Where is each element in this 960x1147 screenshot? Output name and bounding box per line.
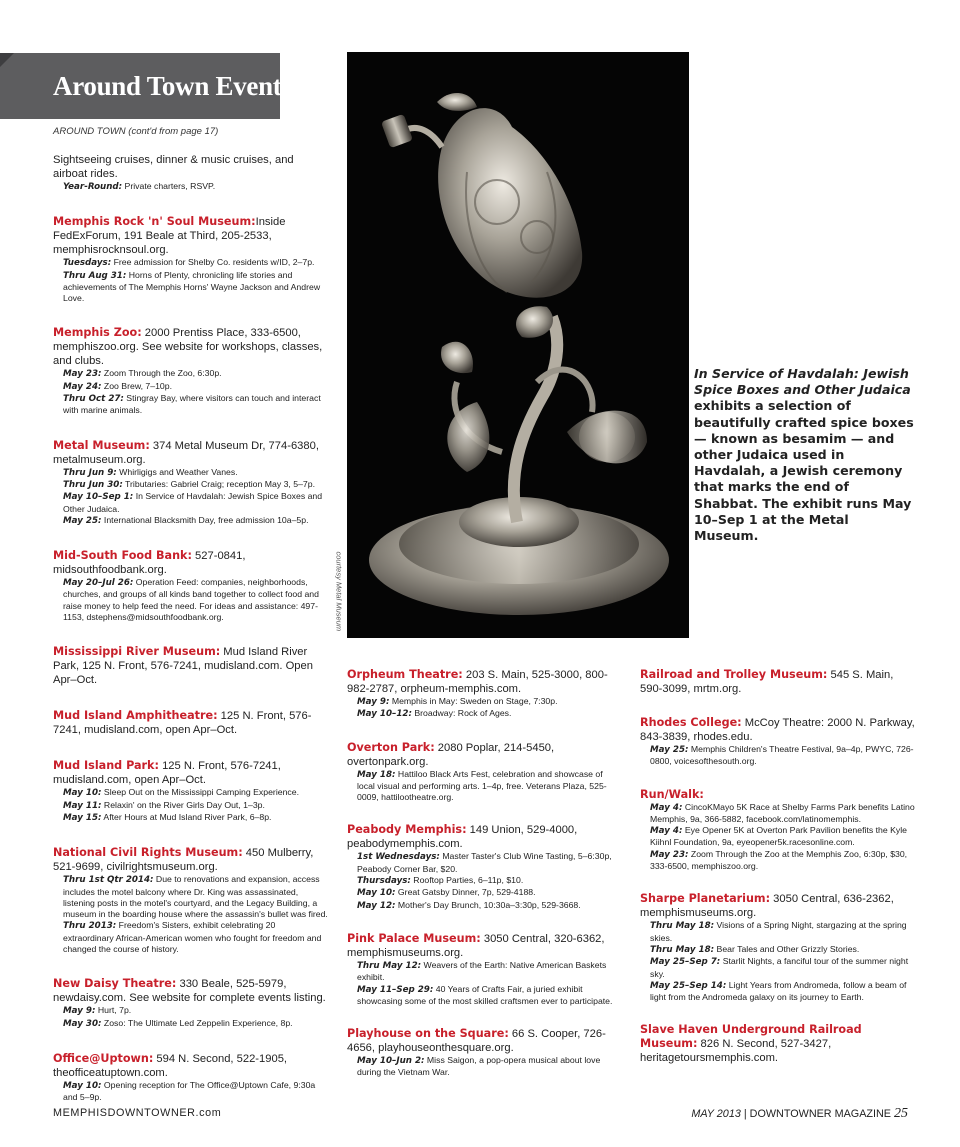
event-item — [347, 960, 617, 984]
event-description: Memphis Children's Theatre Festival, 9a–4p, PWYC, 726-0800, voicesofthesouth.org. — [650, 744, 914, 767]
event-date-label: May 11–Sep 29: — [357, 984, 434, 995]
item-text: Private charters, RSVP. — [122, 181, 216, 191]
footer-divider: | — [743, 1108, 747, 1120]
event-listing — [53, 549, 328, 623]
intro-item — [53, 181, 328, 193]
venue-name: Peabody Memphis: — [347, 823, 467, 837]
event-date-label: May 4: — [650, 826, 683, 837]
event-date-label: May 12: — [357, 900, 396, 911]
venue-info: Inside FedExForum, 191 Beale at Third, 205-2533, memphisrocknsoul.org. — [53, 216, 286, 257]
column-3-listings — [640, 668, 915, 1065]
event-date-label: May 25–Sep 14: — [650, 980, 727, 991]
event-description: Freedom's Sisters, exhibit celebrating 20 extraordinary African-American women who fought for freedom and changed the course of history. — [63, 920, 322, 955]
event-date-label: May 20–Jul 26: — [63, 578, 134, 589]
caption-body: exhibits a selection of beautifully crafted spice boxes — known as besamim — and other Judaica used in Havdalah, a Jewish ceremony that marks the end of Shabbat. The exhibit runs May 10–Sep 1 at the Metal Museum. — [694, 398, 914, 544]
footer-issue — [691, 1106, 908, 1122]
event-listing — [640, 788, 915, 873]
event-description: Master Taster's Club Wine Tasting, 5–6:30p, Peabody Corner Bar, $20. — [357, 851, 612, 874]
venue-name: Metal Museum: — [53, 438, 150, 452]
listing-header — [347, 741, 617, 769]
event-item — [53, 1018, 328, 1030]
event-description: Eye Opener 5K at Overton Park Pavilion benefits the Kyle Kiihnl Foundation, 9a, eyeopener5k.racesonline.com. — [650, 825, 908, 848]
event-date-label: May 4: — [650, 802, 683, 813]
event-listing — [53, 439, 328, 527]
event-description: Visions of a Spring Night, stargazing at the spring skies. — [650, 920, 907, 943]
event-description: Memphis in May: Sweden on Stage, 7:30p. — [389, 696, 558, 706]
event-description: Opening reception for The Office@Uptown Cafe, 9:30a and 5–9p. — [63, 1079, 316, 1103]
venue-name: Office@Uptown: — [53, 1051, 154, 1065]
event-item — [347, 851, 617, 875]
event-item — [347, 1055, 617, 1079]
event-listing — [347, 932, 617, 1007]
continued-note: AROUND TOWN (cont'd from page 17) — [53, 126, 219, 137]
spice-box-illustration — [347, 52, 689, 638]
venue-info: 2000 Prentiss Place, 333-6500, memphiszoo.org. See website for workshops, classes, and clubs. — [53, 327, 323, 368]
venue-name: Orpheum Theatre: — [347, 668, 463, 681]
venue-info: 3050 Central, 320-6362, memphismuseums.org. — [347, 932, 605, 959]
event-date-label: May 25: — [63, 515, 102, 526]
event-date-label: May 10–Sep 1: — [63, 492, 134, 503]
event-item — [53, 467, 328, 479]
event-date-label: Thru Oct 27: — [63, 394, 124, 405]
venue-name: New Daisy Theatre: — [53, 977, 177, 991]
event-description: Zoom Through the Zoo at the Memphis Zoo, 6:30p, $30, 333-6500, memphiszoo.org. — [650, 848, 908, 872]
event-description: Rooftop Parties, 6–11p, $10. — [410, 875, 524, 886]
venue-name: Memphis Zoo: — [53, 326, 142, 340]
event-listing — [640, 892, 915, 1003]
event-description: Sleep Out on the Mississippi Camping Experience. — [101, 787, 299, 798]
venue-name: Mud Island Amphitheatre: — [53, 709, 218, 723]
event-listing — [347, 741, 617, 804]
spice-box-photo — [347, 52, 689, 638]
event-item — [53, 515, 328, 527]
event-date-label: May 25: — [650, 745, 689, 755]
event-description: Mother's Day Brunch, 10:30a–3:30p, 529-3668. — [395, 899, 581, 910]
event-description: Zoom Through the Zoo, 6:30p. — [101, 368, 222, 379]
venue-info: 149 Union, 529-4000, peabodymemphis.com. — [347, 824, 578, 851]
column-1-listings — [53, 215, 328, 1103]
venue-info: 2080 Poplar, 214-5450, overtonpark.org. — [347, 741, 555, 768]
event-date-label: May 23: — [63, 369, 102, 380]
banner-corner-decoration — [0, 53, 14, 67]
event-description: Starlit Nights, a fanciful tour of the summer night sky. — [650, 956, 909, 979]
event-date-label: Thru 2013: — [63, 921, 117, 932]
venue-info: 330 Beale, 525-5979, newdaisy.com. See website for complete events listing. — [53, 978, 326, 1005]
event-date-label: May 18: — [357, 769, 396, 780]
venue-info: 66 S. Cooper, 726-4656, playhouseonthesquare.org. — [347, 1028, 606, 1055]
event-date-label: May 30: — [63, 1018, 102, 1029]
event-listing — [53, 709, 328, 737]
event-listing — [347, 668, 617, 721]
event-description: After Hours at Mud Island River Park, 6–8p. — [101, 811, 272, 822]
venue-name: Sharpe Planetarium: — [640, 892, 771, 906]
event-item — [640, 825, 915, 849]
event-date-label: May 9: — [357, 697, 390, 707]
event-description: Zoo Brew, 7–10p. — [101, 380, 173, 391]
photo-caption — [694, 366, 916, 544]
event-date-label: May 24: — [63, 381, 102, 392]
event-date-label: 1st Wednesdays: — [357, 852, 440, 863]
venue-name: Playhouse on the Square: — [347, 1027, 509, 1041]
event-item — [347, 984, 617, 1008]
listing-header — [347, 668, 617, 696]
event-item — [53, 491, 328, 515]
event-description: 40 Years of Crafts Fair, a juried exhibit showcasing some of the most skilled craftsmen ever to participate. — [357, 983, 613, 1006]
event-date-label: May 25–Sep 7: — [650, 957, 721, 968]
venue-info: 125 N. Front, 576-7241, mudisland.com, open Apr–Oct. — [53, 710, 312, 737]
event-item — [53, 1005, 328, 1017]
event-date-label: May 9: — [63, 1006, 96, 1017]
event-item — [53, 393, 328, 417]
event-listing — [640, 1023, 915, 1065]
events-column-3 — [640, 668, 915, 1085]
venue-name: Railroad and Trolley Museum: — [640, 668, 828, 681]
listing-header — [53, 846, 328, 874]
listing-header — [53, 549, 328, 577]
event-listing — [53, 846, 328, 955]
event-item — [347, 708, 617, 720]
event-item — [347, 875, 617, 887]
event-listing — [53, 759, 328, 824]
event-listing — [347, 823, 617, 911]
event-description: Broadway: Rock of Ages. — [411, 708, 512, 719]
event-listing — [53, 215, 328, 304]
event-description: Free admission for Shelby Co. residents w/ID, 2–7p. — [111, 257, 315, 268]
event-date-label: Thru Jun 30: — [63, 479, 123, 490]
event-item — [53, 874, 328, 920]
venue-info: 594 N. Second, 522-1905, theofficeatuptown.com. — [53, 1052, 288, 1079]
event-item — [53, 257, 328, 269]
event-item — [640, 980, 915, 1004]
event-item — [53, 920, 328, 955]
event-description: Tributaries: Gabriel Craig; reception May 3, 5–7p. — [122, 478, 315, 489]
listing-header — [53, 709, 328, 737]
listing-header — [53, 326, 328, 368]
venue-info: 203 S. Main, 525-3000, 800-982-2787, orpheum-memphis.com. — [347, 669, 608, 695]
venue-info: 527-0841, midsouthfoodbank.org. — [53, 550, 246, 577]
venue-name: Run/Walk: — [640, 787, 704, 801]
event-description: Hurt, 7p. — [95, 1005, 132, 1016]
venue-name: Overton Park: — [347, 740, 435, 754]
footer-issue-date: MAY 2013 — [691, 1108, 741, 1120]
footer-magazine-name: DOWNTOWNER MAGAZINE — [749, 1108, 891, 1120]
event-item — [640, 956, 915, 980]
event-description: Zoso: The Ultimate Led Zeppelin Experience, 8p. — [101, 1017, 293, 1028]
event-item — [347, 900, 617, 912]
listing-header — [53, 439, 328, 467]
footer-website: MEMPHISDOWNTOWNER.com — [53, 1107, 222, 1119]
caption-exhibit-title: In Service of Havdalah: Jewish Spice Boxes and Other Judaica — [694, 366, 911, 398]
event-date-label: Thru Aug 31: — [63, 270, 127, 281]
listing-header — [640, 1023, 915, 1065]
event-item — [53, 270, 328, 305]
event-item — [640, 849, 915, 873]
event-description: Great Gatsby Dinner, 7p, 529-4188. — [395, 887, 536, 898]
listing-header — [347, 1027, 617, 1055]
event-description: Horns of Plenty, chronicling life stories and achievements of The Memphis Horns' Wayne Jackson and Andrew Love. — [63, 269, 321, 304]
venue-name: Rhodes College: — [640, 716, 742, 729]
event-item — [53, 479, 328, 491]
event-item — [53, 577, 328, 623]
event-date-label: May 10–Jun 2: — [357, 1056, 425, 1067]
event-listing — [53, 645, 328, 687]
event-description: CincoKMayo 5K Race at Shelby Farms Park benefits Latino Memphis, 9a, 366-5882, facebook.com/latinomemphis. — [650, 801, 915, 824]
event-listing — [53, 977, 328, 1030]
event-item — [347, 887, 617, 899]
event-item — [53, 812, 328, 824]
venue-name: National Civil Rights Museum: — [53, 846, 243, 860]
event-description: Bear Tales and Other Grizzly Stories. — [714, 943, 860, 954]
event-listing — [640, 716, 915, 768]
venue-name: Memphis Rock 'n' Soul Museum: — [53, 215, 256, 229]
venue-name: Pink Palace Museum: — [347, 931, 481, 945]
listing-header — [640, 788, 915, 802]
photo-credit-text: courtesy Metal Museum — [334, 551, 344, 632]
listing-header — [640, 668, 915, 696]
listing-header — [347, 932, 617, 960]
event-description: Stingray Bay, where visitors can touch and interact with marine animals. — [63, 393, 321, 416]
event-date-label: May 10–12: — [357, 709, 412, 720]
venue-info: Mud Island River Park, 125 N. Front, 576-7241, mudisland.com. Open Apr–Oct. — [53, 646, 313, 687]
venue-name: Mid-South Food Bank: — [53, 549, 192, 563]
photo-credit — [330, 551, 348, 642]
events-column-2 — [347, 668, 617, 1099]
venue-info: 3050 Central, 636-2362, memphismuseums.org. — [640, 893, 894, 920]
venue-name: Mud Island Park: — [53, 759, 159, 773]
event-date-label: May 10: — [357, 888, 396, 899]
venue-info: McCoy Theatre: 2000 N. Parkway, 843-3839, rhodes.edu. — [640, 717, 915, 743]
event-description: In Service of Havdalah: Jewish Spice Boxes and Other Judaica. — [63, 491, 323, 514]
event-item — [640, 944, 915, 956]
event-description: Miss Saigon, a pop-opera musical about love during the Vietnam War. — [357, 1055, 601, 1078]
event-item — [347, 769, 617, 804]
event-item — [53, 381, 328, 393]
event-description: International Blacksmith Day, free admission 10a–5p. — [101, 514, 309, 525]
event-description: Relaxin' on the River Girls Day Out, 1–3p. — [101, 799, 265, 810]
event-date-label: Thru May 18: — [650, 921, 715, 932]
event-description: Operation Feed: companies, neighborhoods, churches, and groups of all kinds band together to collect food and raise money to help feed the need. For ideas and assistance: 497-1153, dstephens@midsouthfoodbank.org. — [63, 577, 319, 623]
event-date-label: Tuesdays: — [63, 258, 112, 269]
event-item — [640, 802, 915, 826]
event-date-label: Thru May 12: — [357, 960, 422, 971]
event-date-label: Thru Jun 9: — [63, 467, 117, 478]
event-date-label: May 15: — [63, 812, 102, 823]
listing-header — [53, 759, 328, 787]
venue-info: 125 N. Front, 576-7241, mudisland.com, open Apr–Oct. — [53, 760, 281, 787]
event-item — [53, 800, 328, 812]
intro-text: Sightseeing cruises, dinner & music cruises, and airboat rides. — [53, 154, 294, 180]
events-column-1 — [53, 126, 328, 1126]
event-item — [53, 368, 328, 380]
venue-name: Mississippi River Museum: — [53, 645, 221, 659]
event-listing — [53, 326, 328, 416]
event-item — [53, 1080, 328, 1104]
event-item — [53, 787, 328, 799]
listing-header — [347, 823, 617, 851]
section-title: Around Town Events — [53, 71, 292, 101]
event-description: Hattiloo Black Arts Fest, celebration and showcase of local visual and performing arts. 1–4p, free. Veterans Plaza, 525-0009, hattilootheatre.org. — [357, 768, 607, 803]
listing-header — [53, 645, 328, 687]
event-date-label: May 10: — [63, 788, 102, 799]
venue-info: 450 Mulberry, 521-9699, civilrightsmuseum.org. — [53, 847, 314, 874]
event-description: Light Years from Andromeda, follow a beam of light from the Andromeda galaxy on its journey to Earth. — [650, 979, 907, 1003]
event-item — [640, 920, 915, 944]
listing-header — [640, 716, 915, 744]
event-listing — [53, 1052, 328, 1104]
event-listing — [347, 1027, 617, 1079]
event-date-label: May 10: — [63, 1080, 102, 1091]
event-date-label: May 23: — [650, 849, 689, 860]
venue-info: 826 N. Second, 527-3427, heritagetoursmemphis.com. — [640, 1038, 832, 1065]
venue-name: Slave Haven Underground Railroad Museum: — [640, 1023, 862, 1051]
event-listing — [640, 668, 915, 696]
column-2-listings — [347, 668, 617, 1079]
intro-entry — [53, 153, 328, 193]
section-banner — [0, 53, 292, 119]
event-date-label: May 11: — [63, 800, 102, 811]
event-date-label: Thru 1st Qtr 2014: — [63, 875, 154, 886]
listing-header — [53, 977, 328, 1005]
event-date-label: Thursdays: — [357, 876, 411, 887]
listing-header — [53, 215, 328, 257]
event-description: Weavers of the Earth: Native American Baskets exhibit. — [357, 959, 607, 983]
listing-header — [53, 1052, 328, 1080]
event-item — [640, 744, 915, 768]
venue-info: 374 Metal Museum Dr, 774-6380, metalmuseum.org. — [53, 439, 319, 466]
listing-header — [640, 892, 915, 920]
venue-info: 545 S. Main, 590-3099, mrtm.org. — [640, 669, 894, 695]
event-description: Due to renovations and expansion, access includes the motel balcony where Dr. King was assassinated, listening posts in the motel's courtyard, and the Legacy Building, a museum in the boarding house where the assassin's bullet was fired. — [63, 874, 328, 920]
page-number: 25 — [894, 1106, 908, 1121]
event-description: Whirligigs and Weather Vanes. — [116, 466, 238, 477]
event-date-label: Thru May 18: — [650, 944, 715, 955]
item-label: Year-Round: — [63, 182, 123, 192]
event-item — [347, 696, 617, 708]
